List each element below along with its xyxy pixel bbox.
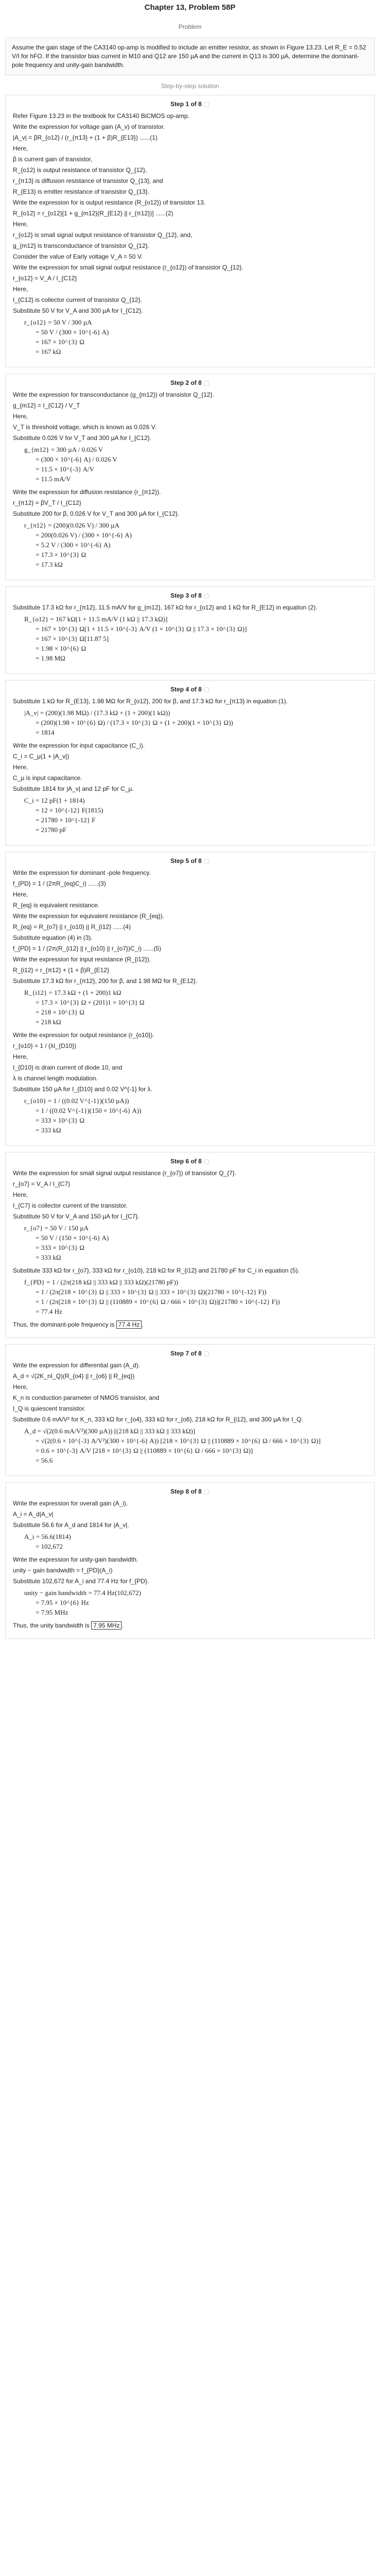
equation-line: = 218 × 10^{3} Ω — [36, 1008, 84, 1016]
equation-block — [24, 1223, 367, 1262]
equation-line: = 21780 × 10^{-12} F — [36, 816, 96, 824]
equation-block — [24, 317, 367, 357]
equation-line: = 1 / (2π[218 × 10^{3} Ω || (110889 × 10^{6} Ω / 666 × 10^{3} Ω)](21780 × 10^{-12} F)) — [36, 1298, 280, 1306]
equation-line: r_{o12} = 50 V / 300 µA — [24, 318, 92, 326]
step-header — [6, 681, 374, 697]
equation-block — [24, 1277, 367, 1316]
step-text: R_{eq} = R_{o7} || r_{o10} || R_{i12} ......(4) — [13, 923, 131, 930]
equation-line: = 50 V / (150 × 10^{-6} A) — [36, 1234, 109, 1242]
step-text: Substitute 1 kΩ for R_{E13}, 1.98 MΩ for R_{o12}, 200 for β, and 17.3 kΩ for r_{π13} in equation (1). — [13, 698, 288, 705]
step-text: Write the expression for diffusion resistance (r_{π12}). — [13, 488, 161, 496]
equation-line: = 5.2 V / (300 × 10^{-6} A) — [36, 541, 111, 549]
step-text: Consider the value of Early voltage V_A = 50 V. — [13, 253, 143, 260]
step-header — [6, 852, 374, 869]
step-title: Step 8 of 8 — [170, 1488, 202, 1495]
equation-line: = 11.5 × 10^{-3} A/V — [36, 465, 95, 473]
step-text: Substitute 50 V for V_A and 300 µA for I_{C12}. — [13, 307, 143, 314]
step-text: A_i = A_d|A_v| — [13, 1511, 54, 1518]
lock-icon: ▢ — [203, 592, 210, 599]
step-text: Write the expression for output resistance (r_{o10}). — [13, 1031, 154, 1039]
step-header — [6, 1153, 374, 1169]
step-text: Substitute 102,672 for A_i and 77.4 Hz for f_{PD}. — [13, 1578, 149, 1585]
step-title: Step 5 of 8 — [170, 857, 202, 865]
equation-line: = 1 / (2π(218 × 10^{3} Ω || 333 × 10^{3} Ω || 333 × 10^{3} Ω)(21780 × 10^{-12} F)) — [36, 1288, 267, 1296]
step-body — [6, 869, 374, 1145]
equation-line: = 7.95 MHz — [36, 1608, 68, 1616]
step-card — [5, 852, 375, 1146]
step-text: Here, — [13, 1383, 28, 1391]
step-text: Substitute 1814 for |A_v| and 12 pF for C_μ. — [13, 785, 134, 792]
step-text: λ is channel length modulation. — [13, 1075, 98, 1082]
step-card — [5, 95, 375, 367]
equation-line: R_{o12} = 167 kΩ[1 + 11.5 mA/V (1 kΩ || 17.3 kΩ)] — [24, 615, 168, 623]
equation-line: = 0.6 × 10^{-3} A/V [218 × 10^{3} Ω || (110889 × 10^{6} Ω / 666 × 10^{3} Ω)] — [36, 1447, 253, 1454]
step-text: I_Q is quiescent transistor. — [13, 1405, 86, 1412]
step-card — [5, 1152, 375, 1338]
equation-line: = 333 × 10^{3} Ω — [36, 1116, 84, 1124]
equation-line: = 167 kΩ — [36, 348, 61, 355]
equation-line: r_{o10} = 1 / ((0.02 V^{-1})(150 µA)) — [24, 1097, 129, 1105]
step-text: Write the expression for unity-gain bandwidth. — [13, 1556, 139, 1563]
equation-line: = 21780 pF — [36, 826, 67, 834]
lock-icon: ▢ — [203, 857, 210, 865]
equation-line: = 56.6 — [36, 1456, 53, 1464]
equation-line: = 167 × 10^{3} Ω[11.87 5] — [36, 635, 109, 642]
step-header — [6, 1345, 374, 1361]
step-text: Write the expression for overall gain (A_i). — [13, 1500, 128, 1507]
step-text: |A_v| = βR_{o12} / (r_{π13} + (1 + β)R_{E13}) ......(1) — [13, 134, 158, 141]
equation-block — [24, 614, 367, 663]
step-text: f_{PD} = 1 / (2π(R_{i12} || r_{o10} || r_{o7})C_i) ......(5) — [13, 945, 161, 952]
lock-icon: ▢ — [203, 1158, 210, 1165]
step-text: R_{eq} is equivalent resistance. — [13, 902, 100, 909]
equation-block — [24, 1588, 367, 1617]
equation-line: unity − gain bandwidth = 77.4 Hz(102,672) — [24, 1589, 141, 1597]
solution-title: Step-by-step solution — [161, 82, 219, 90]
equation-line: |A_v| = (200)(1.98 MΩ) / (17.3 kΩ + (1 + 200)(1 kΩ)) — [24, 709, 170, 717]
conclusion-text: Thus, the dominant-pole frequency is — [13, 1321, 116, 1328]
lock-icon: ▢ — [203, 1488, 210, 1495]
equation-block — [24, 988, 367, 1027]
equation-line: = √(2(0.6 × 10^{-3} A/V²)(300 × 10^{-6} A)) [218 × 10^{3} Ω || (110889 × 10^{6} Ω / 666 × 10^{3} Ω)] — [36, 1437, 321, 1445]
conclusion-value: 7.95 MHz — [91, 1621, 122, 1630]
step-title: Step 1 of 8 — [170, 100, 202, 108]
equation-line: = 50 V / (300 × 10^{-6} A) — [36, 328, 109, 336]
equation-line: = 333 kΩ — [36, 1253, 61, 1261]
step-text: Here, — [13, 1053, 28, 1060]
equation-line: C_i = 12 pF(1 + 1814) — [24, 796, 85, 804]
equation-line: = 7.95 × 10^{6} Hz — [36, 1599, 89, 1606]
step-title: Step 4 of 8 — [170, 686, 202, 693]
step-text: f_{PD} = 1 / (2πR_{eq}C_i) ......(3) — [13, 880, 106, 887]
equation-line: = 1 / ((0.02 V^{-1})(150 × 10^{-6} A)) — [36, 1107, 142, 1114]
step-text: r_{π12} = βV_T / I_{C12} — [13, 499, 81, 506]
step-text: Here, — [13, 413, 28, 420]
equation-block — [24, 708, 367, 737]
step-text: C_μ is input capacitance. — [13, 774, 82, 782]
equation-line: g_{m12} = 300 µA / 0.026 V — [24, 446, 103, 453]
step-title: Step 3 of 8 — [170, 592, 202, 599]
equation-line: = 333 kΩ — [36, 1126, 61, 1134]
equation-line: = 200(0.026 V) / (300 × 10^{-6} A) — [36, 531, 132, 539]
equation-block — [24, 520, 367, 569]
equation-block — [24, 1532, 367, 1551]
step-text: K_n is conduction parameter of NMOS transistor, and — [13, 1394, 160, 1401]
equation-line: = 12 × 10^{-12} F(1815) — [36, 806, 103, 814]
step-text: Substitute 17.3 kΩ for r_{π12}, 200 for β, and 1.98 MΩ for R_{E12}. — [13, 977, 198, 985]
equation-line: = 1.98 × 10^{6} Ω — [36, 645, 87, 652]
step-text: Substitute 333 kΩ for r_{o7}, 333 kΩ for r_{o10}, 218 kΩ for R_{i12} and 21780 pF for C_i in equation (5). — [13, 1267, 300, 1274]
step-text: Substitute 0.026 V for V_T and 300 µA for I_{C12}. — [13, 434, 151, 442]
equation-line: = 11.5 mA/V — [36, 475, 71, 483]
step-card — [5, 1482, 375, 1639]
step-body — [6, 603, 374, 673]
step-header — [6, 1483, 374, 1499]
equation-line: = 167 × 10^{3} Ω[1 + 11.5 × 10^{-3} A/V (1 × 10^{3} Ω || 17.3 × 10^{3} Ω)] — [36, 625, 247, 633]
step-text: Write the expression for differential gain (A_d). — [13, 1362, 141, 1369]
step-text: g_{m12} = I_{C12} / V_T — [13, 402, 80, 409]
equation-line: = 333 × 10^{3} Ω — [36, 1244, 84, 1251]
equation-line: = (200)(1.98 × 10^{6} Ω) / (17.3 × 10^{3} Ω + (1 + 200)(1 × 10^{3} Ω)) — [36, 719, 233, 726]
conclusion-text: Thus, the unity bandwidth is — [13, 1622, 92, 1629]
page-title: Chapter 13, Problem 58P — [144, 3, 236, 12]
conclusion-value: 77.4 Hz — [116, 1320, 142, 1329]
step-text: I_{C7} is collector current of the transistor. — [13, 1202, 128, 1209]
equation-line: = 1814 — [36, 728, 55, 736]
step-text: r_{π13} is diffusion resistance of transistor Q_{13}, and — [13, 177, 163, 184]
step-body — [6, 1361, 374, 1476]
equation-block — [24, 1426, 367, 1465]
step-card — [5, 374, 375, 580]
step-text: Write the expression for small signal output resistance (r_{o12}) of transistor Q_{12}. — [13, 264, 244, 271]
equation-line: = 17.3 × 10^{3} Ω — [36, 551, 87, 558]
equation-line: r_{π12} = (200)(0.026 V) / 300 µA — [24, 521, 119, 529]
step-text: Substitute 50 V for V_A and 150 µA for I_{C7}. — [13, 1213, 140, 1220]
equation-block — [24, 795, 367, 835]
step-card — [5, 586, 375, 674]
step-text: r_{o7} = V_A / I_{C7} — [13, 1180, 71, 1188]
equation-block — [24, 445, 367, 484]
step-text: Write the expression for voltage gain (A_v) of transistor. — [13, 123, 165, 130]
step-text: Substitute 0.6 mA/V² for K_n, 333 kΩ for r_{o4}, 333 kΩ for r_{o6}, 218 kΩ for R_{i12}, and 300 µA for I_Q. — [13, 1416, 303, 1423]
step-text: R_{o12} is output resistance of transistor Q_{12}, — [13, 166, 147, 174]
step-text: r_{o12} is small signal output resistance of transistor Q_{12}, and, — [13, 231, 193, 239]
equation-line: = 218 kΩ — [36, 1018, 61, 1026]
step-text: Here, — [13, 145, 28, 152]
step-text: R_{i12} = r_{π12} + (1 + β)R_{E12} — [13, 967, 109, 974]
step-text: r_{o12} = V_A / I_{C12} — [13, 275, 77, 282]
lock-icon: ▢ — [203, 1350, 210, 1357]
lock-icon: ▢ — [203, 686, 210, 693]
step-text: Refer Figure 13.23 in the textbook for CA3140 BiCMOS op-amp. — [13, 112, 189, 120]
step-text: V_T is threshold voltage, which is known as 0.026 V. — [13, 423, 157, 431]
equation-line: r_{o7} = 50 V / 150 µA — [24, 1224, 89, 1232]
step-text: Write the expression for input capacitance (C_i). — [13, 742, 145, 749]
equation-line: f_{PD} = 1 / (2π(218 kΩ || 333 kΩ || 333 kΩ)(21780 pF)) — [24, 1278, 179, 1286]
step-card — [5, 1344, 375, 1476]
equation-line: = 17.3 × 10^{3} Ω + (201)1 × 10^{3} Ω — [36, 998, 145, 1006]
step-conclusion: Thus, the unity bandwidth is 7.95 MHz . — [13, 1622, 124, 1629]
equation-line: A_i = 56.6(1814) — [24, 1533, 71, 1540]
equation-block — [24, 1096, 367, 1135]
step-text: unity − gain bandwidth = f_{PD}(A_i) — [13, 1567, 113, 1574]
step-text: A_d = √(2K_nI_Q)(R_{o4} || r_{o6} || R_{eq}) — [13, 1372, 135, 1380]
step-text: C_i = C_μ(1 + |A_v|) — [13, 753, 70, 760]
step-body — [6, 697, 374, 845]
step-body — [6, 1499, 374, 1638]
step-title: Step 6 of 8 — [170, 1158, 202, 1165]
step-body — [6, 1169, 374, 1337]
step-header — [6, 95, 374, 112]
step-header — [6, 374, 374, 391]
step-text: R_{E13} is emitter resistance of transistor Q_{13}. — [13, 188, 149, 195]
step-title: Step 2 of 8 — [170, 379, 202, 386]
lock-icon: ▢ — [203, 379, 210, 386]
step-text: R_{o12} = r_{o12}[1 + g_{m12}(R_{E12} || r_{π12})] ......(2) — [13, 210, 174, 217]
step-text: Write the expression for is output resistance (R_{o12}) of transistor 13. — [13, 199, 205, 206]
lock-icon: ▢ — [203, 100, 210, 108]
step-text: Write the expression for input resistance (R_{i12}). — [13, 956, 151, 963]
step-text: I_{D10} is drain current of diode 10, and — [13, 1064, 123, 1071]
equation-line: = (300 × 10^{-6} A) / 0.026 V — [36, 455, 117, 463]
problem-label: Problem — [178, 23, 202, 30]
step-text: I_{C12} is collector current of transistor Q_{12}. — [13, 296, 142, 303]
equation-line: R_{i12} = 17.3 kΩ + (1 + 200)1 kΩ — [24, 989, 122, 996]
step-conclusion: Thus, the dominant-pole frequency is 77.4 Hz . — [13, 1321, 144, 1328]
step-text: r_{o10} = 1 / (λI_{D10}) — [13, 1042, 77, 1049]
step-text: Here, — [13, 285, 28, 293]
equation-line: = 1.98 MΩ — [36, 654, 65, 662]
step-text: Here, — [13, 221, 28, 228]
step-text: Substitute 200 for β, 0.026 V for V_T and 300 µA for I_{C12}. — [13, 510, 180, 517]
step-text: Write the expression for small signal output resistance (r_{o7}) of transistor Q_{7}. — [13, 1170, 236, 1177]
step-text: Substitute 150 µA for I_{D10} and 0.02 V^{-1} for λ. — [13, 1086, 152, 1093]
step-text: Write the expression for dominant -pole frequency. — [13, 869, 151, 876]
step-text: β is current gain of transistor, — [13, 156, 93, 163]
equation-line: = 17.3 kΩ — [36, 561, 63, 568]
step-text: Here, — [13, 764, 28, 771]
step-text: Substitute equation (4) in (3). — [13, 934, 93, 941]
step-card — [5, 680, 375, 845]
solution-steps — [0, 95, 380, 1639]
equation-line: = 167 × 10^{3} Ω — [36, 338, 84, 346]
step-header — [6, 587, 374, 603]
step-body — [6, 391, 374, 580]
equation-line: A_d = √(2(0.6 mA/V²)(300 µA)) [(218 kΩ || 333 kΩ || 333 kΩ)] — [24, 1427, 196, 1435]
step-text: Here, — [13, 891, 28, 898]
step-text: Substitute 17.3 kΩ for r_{π12}, 11.5 mA/V for g_{m12}, 167 kΩ for r_{o12} and 1 kΩ for R_{E12} in equation (2). — [13, 604, 318, 611]
equation-line: = 77.4 Hz — [36, 1308, 62, 1315]
problem-statement: Assume the gain stage of the CA3140 op-amp is modified to include an emitter resistor, as shown in Figure 13.23. Let R_E = 0.52 V/I for hFO. If the transistor bias current in M10 and Q12 are 150 µA and the current in Q13 is 300 µA, determine the dominant-pole frequency and unity-gain bandwidth. — [5, 38, 375, 75]
page-header — [0, 0, 380, 30]
step-text: Here, — [13, 1191, 28, 1198]
step-text: Substitute 56.6 for A_d and 1814 for |A_v|. — [13, 1521, 129, 1529]
equation-line: = 102,672 — [36, 1543, 63, 1550]
step-text: Write the expression for transconductance (g_{m12}) of transistor Q_{12}. — [13, 391, 214, 398]
step-body — [6, 112, 374, 367]
step-text: g_{m12} is transconductance of transistor Q_{12}. — [13, 242, 149, 249]
step-title: Step 7 of 8 — [170, 1350, 202, 1357]
step-text: Write the expression for equivalent resistance (R_{eq}). — [13, 912, 164, 920]
